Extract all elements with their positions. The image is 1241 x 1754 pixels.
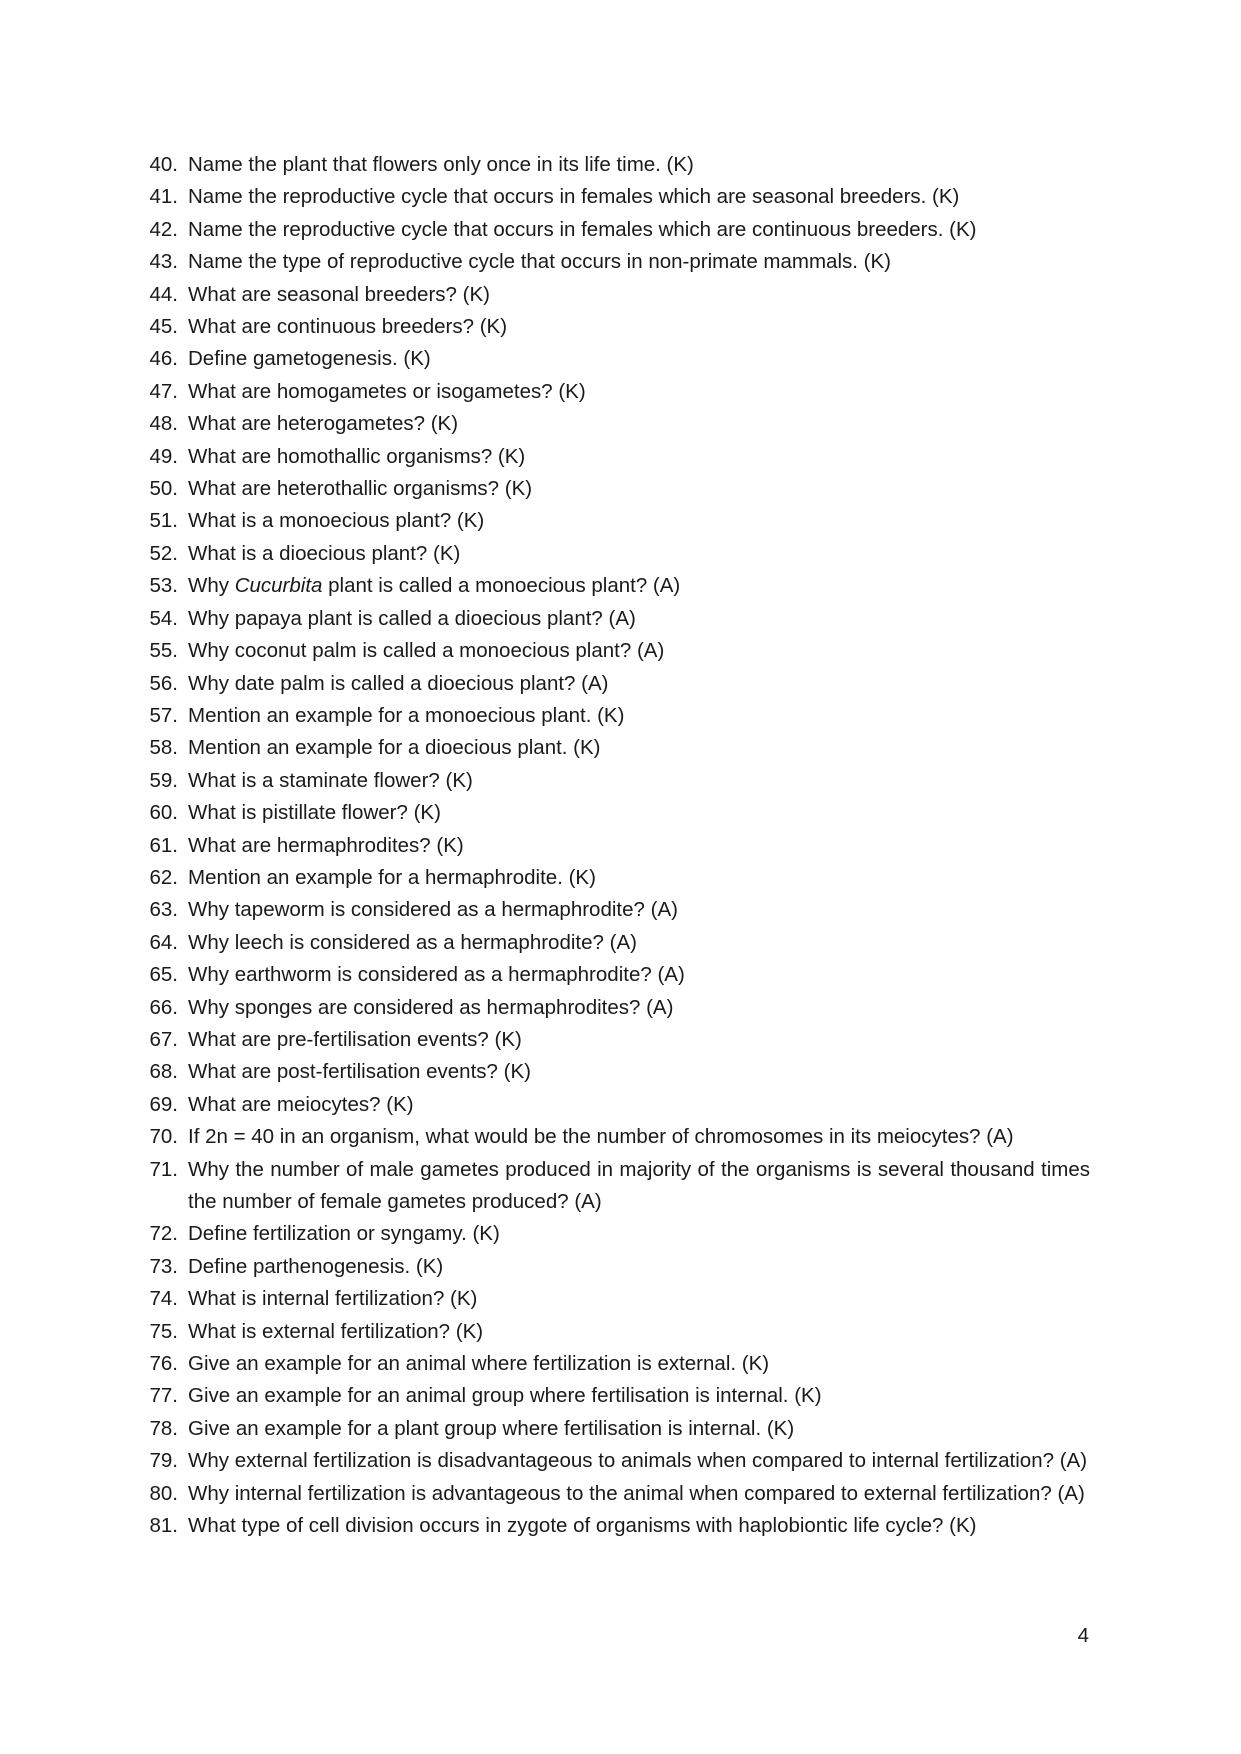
question-number: 58. (149, 736, 178, 760)
question-text: Name the plant that flowers only once in its life time. (K) (188, 153, 694, 176)
list-item (140, 668, 1090, 700)
question-number: 56. (149, 671, 178, 695)
list-item (140, 862, 1090, 894)
question-text: What is a staminate flower? (K) (188, 768, 473, 792)
list-item (140, 1024, 1090, 1056)
question-text: What are meiocytes? (K) (188, 1092, 414, 1116)
list-item (140, 603, 1090, 635)
question-text: Give an example for an animal group where fertilisation is internal. (K) (188, 1384, 822, 1408)
list-item (140, 149, 1090, 181)
question-text: Define parthenogenesis. (K) (188, 1254, 444, 1278)
list-item (140, 343, 1090, 375)
list-item (140, 959, 1090, 991)
question-number: 59. (149, 768, 178, 792)
question-number: 54. (149, 606, 178, 630)
list-item (140, 505, 1090, 537)
list-item (140, 311, 1090, 343)
question-text: What are continuous breeders? (K) (188, 315, 508, 339)
question-text-part: plant is called a monoecious plant? (A) (322, 574, 681, 598)
list-item (140, 246, 1090, 278)
question-number: 51. (149, 509, 178, 533)
question-number: 55. (149, 639, 178, 663)
question-number: 66. (149, 995, 178, 1019)
list-item (140, 1251, 1090, 1283)
question-text: What are pre-fertilisation events? (K) (188, 1027, 522, 1051)
list-item (140, 538, 1090, 570)
question-text: Why coconut palm is called a monoecious plant? (A) (188, 639, 665, 663)
question-text: Why tapeworm is considered as a hermaphrodite? (A) (188, 898, 678, 922)
question-text: Define gametogenesis. (K) (188, 347, 431, 371)
question-number: 81. (149, 1514, 178, 1538)
question-text: Why external fertilization is disadvantageous to animals when compared to internal fertilization? (A) (188, 1449, 1088, 1473)
question-text: What are post-fertilisation events? (K) (188, 1060, 531, 1084)
question-text (188, 570, 1090, 602)
question-text: What is a dioecious plant? (K) (188, 541, 461, 565)
question-text: What is pistillate flower? (K) (188, 801, 441, 825)
question-list (140, 149, 1090, 1542)
question-text: Why sponges are considered as hermaphrodites? (A) (188, 995, 674, 1019)
list-item (140, 1316, 1090, 1348)
question-text: What are heterothallic organisms? (K) (188, 477, 533, 501)
list-item (140, 894, 1090, 926)
question-text: Why earthworm is considered as a hermaphrodite? (A) (188, 963, 685, 987)
question-text: Give an example for an animal where fertilization is external. (K) (188, 1352, 770, 1376)
question-text: Why leech is considered as a hermaphrodite? (A) (188, 930, 637, 954)
question-number: 77. (149, 1384, 178, 1408)
question-text: Define fertilization or syngamy. (K) (188, 1222, 500, 1246)
question-number: 70. (149, 1125, 178, 1149)
question-number: 71. (149, 1157, 178, 1181)
list-item (140, 1218, 1090, 1250)
question-text: Give an example for a plant group where fertilisation is internal. (K) (188, 1416, 795, 1440)
question-number: 78. (149, 1416, 178, 1440)
question-number: 80. (149, 1481, 178, 1505)
question-text: Why papaya plant is called a dioecious plant? (A) (188, 606, 636, 630)
question-text: Name the type of reproductive cycle that occurs in non-primate mammals. (K) (188, 250, 891, 274)
list-item (140, 927, 1090, 959)
question-number: 64. (149, 930, 178, 954)
question-number: 73. (149, 1254, 178, 1278)
question-text: What are heterogametes? (K) (188, 412, 459, 436)
question-number: 42. (149, 217, 178, 241)
list-item (140, 473, 1090, 505)
list-item (140, 765, 1090, 797)
question-number: 52. (149, 541, 178, 565)
question-text: Why the number of male gametes produced in majority of the organisms is several thousand times the number of female gametes produced? (A) (188, 1157, 1090, 1213)
question-number: 47. (149, 379, 178, 403)
list-item (140, 635, 1090, 667)
question-number: 45. (149, 315, 178, 339)
question-number: 46. (149, 347, 178, 371)
list-item (140, 376, 1090, 408)
question-number: 57. (149, 703, 178, 727)
list-item (140, 797, 1090, 829)
question-text: What are homothallic organisms? (K) (188, 444, 526, 468)
question-number: 75. (149, 1319, 178, 1343)
question-number: 50. (149, 477, 178, 501)
list-item (140, 279, 1090, 311)
question-text: What are seasonal breeders? (K) (188, 282, 490, 306)
question-number: 44. (149, 282, 178, 306)
list-item (140, 1380, 1090, 1412)
question-text: Why date palm is called a dioecious plant? (A) (188, 671, 609, 695)
list-item (140, 1478, 1090, 1510)
question-number: 41. (149, 185, 178, 209)
question-number: 79. (149, 1449, 178, 1473)
question-number: 60. (149, 801, 178, 825)
question-text-part: Why (188, 574, 235, 598)
question-text: What are homogametes or isogametes? (K) (188, 379, 586, 403)
question-text: Name the reproductive cycle that occurs in females which are continuous breeders. (K) (188, 217, 977, 241)
question-number: 76. (149, 1352, 178, 1376)
list-item (140, 1348, 1090, 1380)
question-number: 62. (149, 865, 178, 889)
question-text: What is external fertilization? (K) (188, 1319, 484, 1343)
question-text: What type of cell division occurs in zygote of organisms with haplobiontic life cycle? (K) (188, 1514, 977, 1538)
question-number: 67. (149, 1027, 178, 1051)
list-item (140, 570, 1090, 602)
question-text: Mention an example for a hermaphrodite. (K) (188, 865, 596, 889)
list-item (140, 830, 1090, 862)
question-number: 65. (149, 963, 178, 987)
question-text: Mention an example for a dioecious plant. (K) (188, 736, 601, 760)
question-text: Why internal fertilization is advantageous to the animal when compared to external fertilization? (A) (188, 1481, 1085, 1505)
list-item (140, 1413, 1090, 1445)
question-number: 53. (149, 574, 178, 598)
page-number: 4 (1077, 1624, 1089, 1647)
question-text: If 2n = 40 in an organism, what would be the number of chromosomes in its meiocytes? (A) (188, 1125, 1014, 1149)
question-number: 63. (149, 898, 178, 922)
question-text: Name the reproductive cycle that occurs in females which are seasonal breeders. (K) (188, 185, 960, 209)
question-text: What are hermaphrodites? (K) (188, 833, 464, 857)
question-number: 43. (149, 250, 178, 274)
question-number: 49. (149, 444, 178, 468)
question-number: 74. (149, 1287, 178, 1311)
list-item (140, 1121, 1090, 1153)
question-number: 69. (149, 1092, 178, 1116)
question-number: 72. (149, 1222, 178, 1246)
list-item (140, 441, 1090, 473)
list-item (140, 214, 1090, 246)
question-number: 61. (149, 833, 178, 857)
list-item (140, 1283, 1090, 1315)
scientific-name: Cucurbita (234, 574, 323, 598)
list-item (140, 1089, 1090, 1121)
question-text: What is a monoecious plant? (K) (188, 509, 485, 533)
list-item (140, 1056, 1090, 1088)
question-text: Mention an example for a monoecious plant. (K) (188, 703, 625, 727)
list-item (140, 1154, 1090, 1219)
list-item (140, 992, 1090, 1024)
question-number: 40. (149, 153, 178, 176)
list-item (140, 1510, 1090, 1542)
question-text: What is internal fertilization? (K) (188, 1287, 478, 1311)
list-item (140, 732, 1090, 764)
list-item (140, 181, 1090, 213)
question-number: 48. (149, 412, 178, 436)
list-item (140, 1445, 1090, 1477)
question-number: 68. (149, 1060, 178, 1084)
list-item (140, 700, 1090, 732)
list-item (140, 408, 1090, 440)
